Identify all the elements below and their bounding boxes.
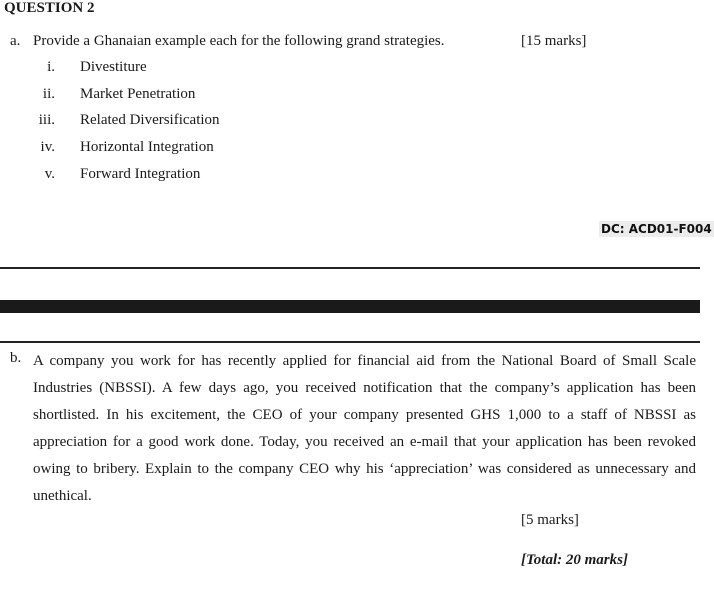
- list-item-number: iv.: [40, 139, 55, 155]
- list-item-label: Horizontal Integration: [80, 139, 214, 155]
- part-a-marks: [15 marks]: [521, 33, 587, 49]
- list-item-number: iii.: [38, 112, 55, 128]
- list-item-label: Market Penetration: [80, 86, 196, 102]
- list-item-number: ii.: [42, 86, 55, 102]
- document-code: DC: ACD01-F004: [601, 222, 712, 236]
- list-item-number: v.: [44, 166, 55, 182]
- part-a-prompt: Provide a Ghanaian example each for the following grand strategies.: [33, 33, 445, 49]
- list-item-number: i.: [47, 59, 55, 75]
- divider: [0, 341, 700, 343]
- list-item-label: Forward Integration: [80, 166, 201, 182]
- part-b-marks: [5 marks]: [521, 512, 579, 528]
- question-title: QUESTION 2: [4, 0, 95, 16]
- list-item-label: Divestiture: [80, 59, 147, 75]
- part-a-label: a.: [10, 33, 21, 49]
- total-marks: [Total: 20 marks]: [521, 552, 628, 568]
- page-break-bar: [0, 300, 700, 313]
- list-item-label: Related Diversification: [80, 112, 220, 128]
- divider: [0, 267, 700, 269]
- part-b-label: b.: [10, 350, 22, 366]
- part-b-text: A company you work for has recently applied for financial aid from the National Board of Small Scale Industries (NBSSI). A few days ago, you received notification that the company’s application has been shortlisted. In his excitement, the CEO of your company presented GHS 1,000 to a staff of NBSSI as appreciation for a good work done. Today, you received an e-mail that your application has been revoked owing to bribery. Explain to the company CEO why his ‘appreciation’ was considered as unnecessary and unethical.: [33, 353, 696, 504]
